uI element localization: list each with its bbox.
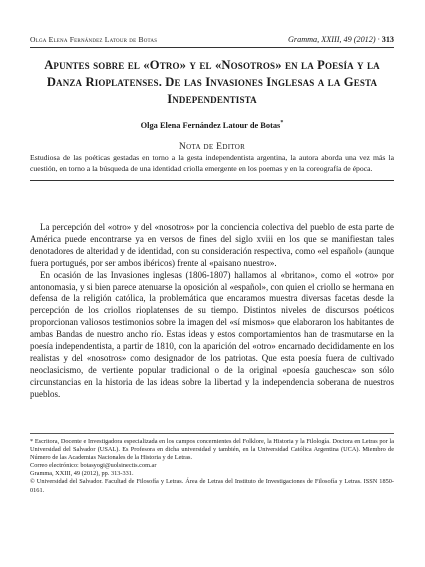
article-title: Apuntes sobre el «Otro» y el «Nosotros» en la Poesía y la Danza Rioplatenses. De las Invasiones Inglesas a la Gesta Independentista — [44, 58, 380, 106]
editor-note-text: Estudiosa de las poéticas gestadas en torno a la gesta independentista argentina, la autora aborda una vez más la cuestión, en torno a la búsqueda de una identidad criolla emergente en los poemas y en la coreografía de época. — [30, 153, 394, 181]
editor-note-heading: Nota de Editor — [178, 141, 246, 152]
running-head-citation — [288, 35, 394, 44]
author-name: Olga Elena Fernández Latour de Botas — [140, 120, 281, 130]
body-paragraph: En ocasión de las Invasiones inglesas (1806-1807) hallamos al «britano», como el «otro» por antonomasia, y si bien parece atenuarse la oposición al «español», con quien el criollo se hermana en defensa de la religión católica, la problemática que encaramos muestra diversas facetas desde la percepción de los criollos rioplatenses de su tiempo. Distintos niveles de discursos poéticos proporcionan valiosos testimonios sobre la imagen del «sí mismos» que elaboraron los habitantes de ambas Bandas de nuestro ancho río. Estas ideas y estos comportamientos han de trasmutarse en la poesía independentista, a partir de 1810, con la aparición del «otro» encarnado decididamente en los realistas y del «nosotros» como designador de los patriotas. Que esta poesía fuera de cultivado neoclasicismo, de vertiente popular tradicional o de la original «poesía gauchesca» son sólo circunstancias en la historia de las ideas sobre la libertad y la independencia soberana de nuestros pueblos. — [30, 269, 394, 399]
footnotes — [30, 433, 394, 495]
article-body — [30, 222, 394, 401]
author-footnote-mark[interactable]: * — [280, 120, 284, 126]
page-number: 313 — [381, 35, 394, 44]
footnote-author-bio: * Escritora, Docente e Investigadora especializada en los campos concernientes del Folklore, la Historia y la Filología. Doctora en Letras por la Universidad del Salvador (USAL). Es Profesora en dicha universidad y también, en la Universidad Católica Argentina (UCA). Miembro de Número de las Academias Nacionales de la Historia y de Letras. — [30, 438, 394, 462]
running-head-journal: Gramma — [288, 35, 318, 44]
footnote-email: Correo electrónico: botasyogi@uolsinectis.com.ar — [30, 462, 157, 470]
running-head-author: Olga Elena Fernández Latour de Botas — [30, 35, 158, 44]
running-head — [30, 35, 394, 48]
running-head-issue: , XXIII, 49 (2012) · — [317, 35, 382, 44]
footnote-copyright: © Universidad del Salvador. Facultad de Filosofía y Letras. Área de Letras del Instituto de Investigaciones de Filosofía y Letras. ISSN 1850-0161. — [30, 478, 394, 494]
author-line — [30, 120, 394, 130]
body-paragraph: La percepción del «otro» y del «nosotros» por la conciencia colectiva del pueblo de esta parte de América puede encontrarse ya en versos de fines del siglo xviii en los que se manifiestan tales denotadores de alteridad y de identidad, con su consideración respectiva, como «el español» (aunque fuera portugués, por ser ambos ibéricos) frente al «paisano nuestro». — [30, 222, 394, 268]
footnote-citation: Gramma, XXIII, 49 (2012), pp. 313-331. — [30, 470, 134, 478]
